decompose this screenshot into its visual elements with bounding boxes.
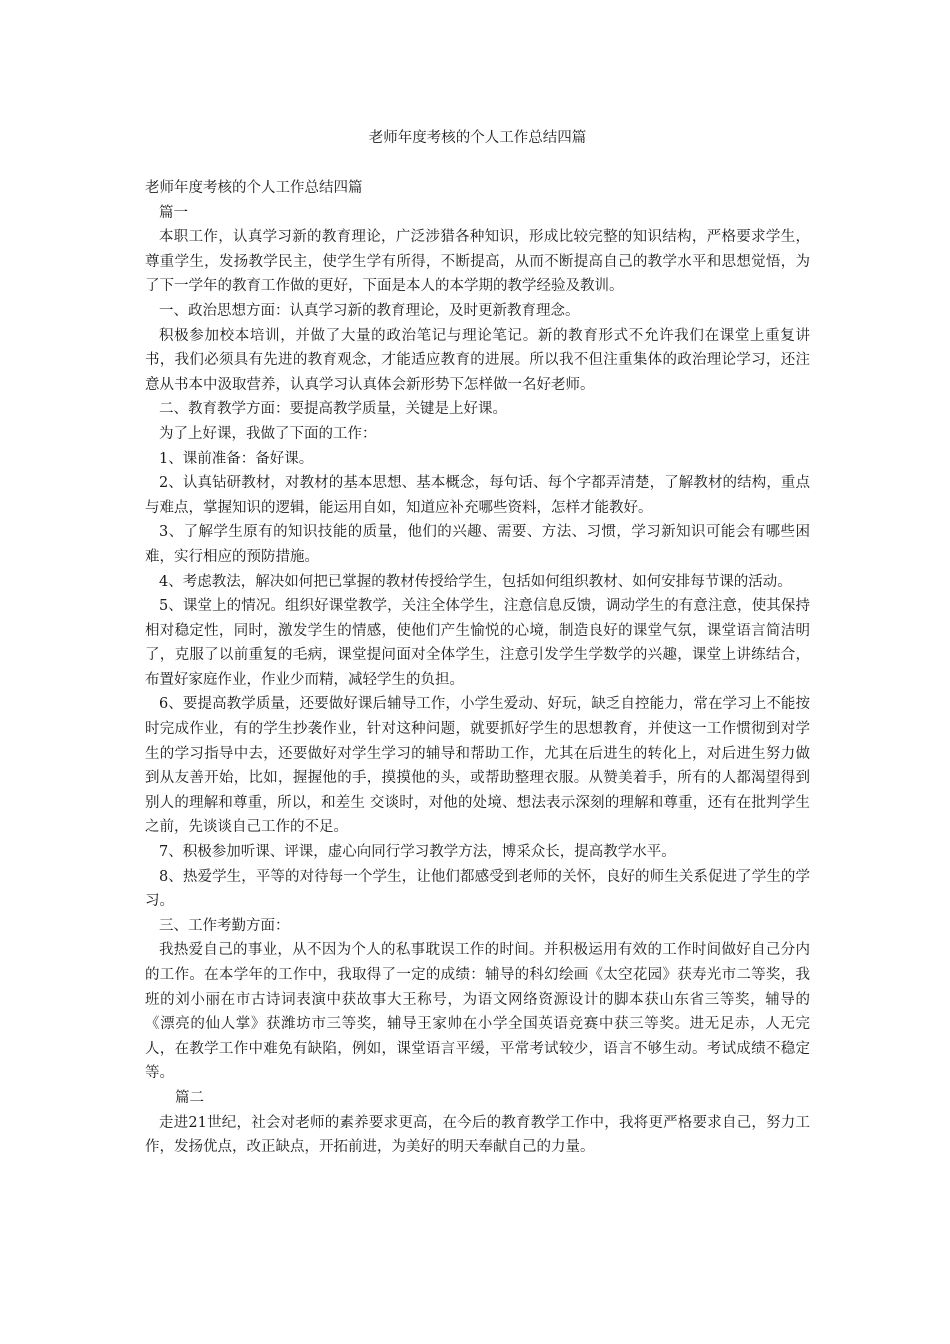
document-title: 老师年度考核的个人工作总结四篇 bbox=[368, 130, 587, 146]
paragraph: 4、考虑教法，解决如何把已掌握的教材传授给学生，包括如何组织教材、如何安排每节课的活动。 bbox=[159, 573, 792, 590]
paragraph: 2、认真钻研教材，对教材的基本思想、基本概念，每句话、每个字都弄清楚，了解教材的结构，重点与难点，掌握知识的逻辑，能运用自如，知道应补充哪些资料，怎样才能教好。 bbox=[145, 475, 810, 516]
section-label-1: 篇一 bbox=[159, 204, 188, 221]
document-subtitle: 老师年度考核的个人工作总结四篇 bbox=[145, 180, 363, 196]
paragraph: 1、课前准备：备好课。 bbox=[159, 450, 314, 467]
paragraph: 3、了解学生原有的知识技能的质量，他们的兴趣、需要、方法、习惯，学习新知识可能会有哪些困难，实行相应的预防措施。 bbox=[145, 524, 810, 565]
paragraph: 为了上好课，我做了下面的工作： bbox=[159, 425, 377, 442]
document-body bbox=[145, 176, 810, 1160]
paragraph: 积极参加校本培训，并做了大量的政治笔记与理论笔记。新的教育形式不允许我们在课堂上重复讲书，我们必须具有先进的教育观念，才能适应教育的进展。所以我不但注重集体的政治理论学习，还注意从书本中汲取营养，认真学习认真体会新形势下怎样做一名好老师。 bbox=[145, 327, 810, 393]
paragraph: 6、要提高教学质量，还要做好课后辅导工作，小学生爱动、好玩，缺乏自控能力，常在学习上不能按时完成作业，有的学生抄袭作业，针对这种问题，就要抓好学生的思想教育，并使这一工作惯彻到对学生的学习指导中去，还要做好对学生学习的辅导和帮助工作，尤其在后进生的转化上，对后进生努力做到从友善开始，比如，握握他的手，摸摸他的头，或帮助整理衣服。从赞美着手，所有的人都渴望得到别人的理解和尊重，所以，和差生 交谈时，对他的处境、想法表示深刻的理解和尊重，还有在批判学生之前，先谈谈自己工作的不足。 bbox=[145, 696, 810, 836]
paragraph: 5、课堂上的情况。组织好课堂教学，关注全体学生，注意信息反馈，调动学生的有意注意，使其保持相对稳定性，同时，激发学生的情感，使他们产生愉悦的心境，制造良好的课堂气氛，课堂语言简洁明了，克服了以前重复的毛病，课堂提问面对全体学生，注意引发学生学数学的兴趣，课堂上讲练结合，布置好家庭作业，作业少而精，减轻学生的负担。 bbox=[145, 598, 810, 688]
paragraph: 一、政治思想方面：认真学习新的教育理论，及时更新教育理念。 bbox=[159, 302, 580, 319]
paragraph: 8、热爱学生，平等的对待每一个学生，让他们都感受到老师的关怀，良好的师生关系促进了学生的学习。 bbox=[145, 868, 810, 910]
paragraph: 二、教育教学方面：要提高教学质量，关键是上好课。 bbox=[159, 401, 507, 418]
section-label-2: 篇二 bbox=[175, 1089, 204, 1106]
paragraph: 7、积极参加听课、评课，虚心向同行学习教学方法，博采众长，提高教学水平。 bbox=[159, 844, 676, 861]
paragraph: 我热爱自己的事业，从不因为个人的私事耽误工作的时间。并积极运用有效的工作时间做好自己分内的工作。在本学年的工作中，我取得了一定的成绩：辅导的科幻绘画《太空花园》获寿光市二等奖，我班的刘小丽在市古诗词表演中获故事大王称号，为语文网络资源设计的脚本获山东省三等奖，辅导的《漂亮的仙人掌》获潍坊市三等奖，辅导王家帅在小学全国英语竞赛中获三等奖。进无足赤，人无完人，在教学工作中难免有缺陷，例如，课堂语言平缓，平常考试较少，语言不够生动。考试成绩不稳定等。 bbox=[145, 942, 810, 1082]
paragraph: 本职工作，认真学习新的教育理论，广泛涉猎各种知识，形成比较完整的知识结构，严格要求学生，尊重学生，发扬教学民主，使学生学有所得，不断提高，从而不断提高自己的教学水平和思想觉悟，为了下一学年的教育工作做的更好，下面是本人的本学期的教学经验及教训。 bbox=[145, 229, 810, 295]
paragraph: 三、工作考勤方面： bbox=[159, 917, 290, 934]
closing-paragraph: 走进21世纪，社会对老师的素养要求更高，在今后的教育教学工作中，我将更严格要求自己，努力工作，发扬优点，改正缺点，开拓前进，为美好的明天奉献自己的力量。 bbox=[145, 1114, 810, 1156]
